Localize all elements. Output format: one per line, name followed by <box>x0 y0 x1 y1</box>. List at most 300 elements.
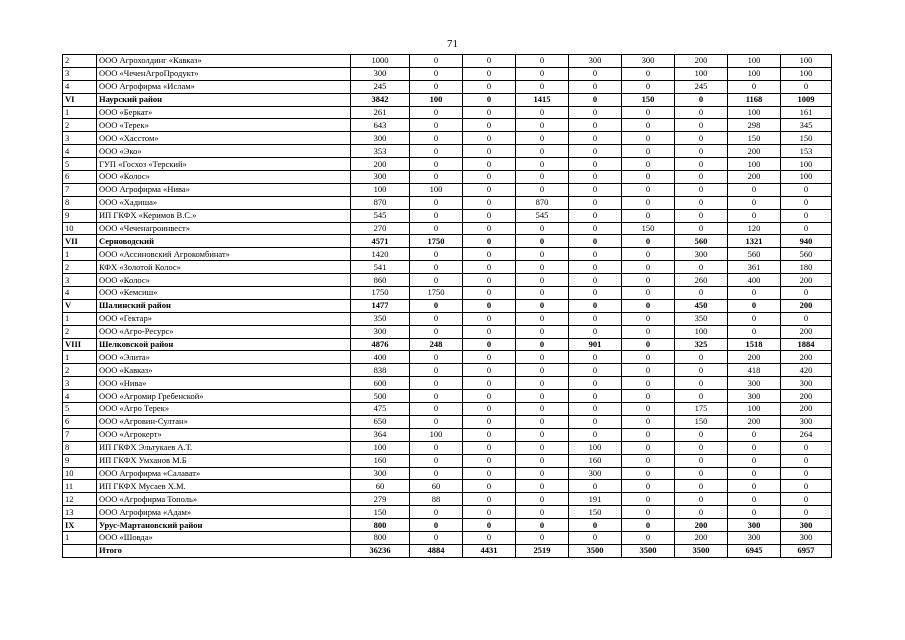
organization-name-cell: ООО «ЧеченАгроПродукт» <box>97 67 351 80</box>
organization-name-cell: ИП ГКФХ Мусаев Х.М. <box>97 480 351 493</box>
value-cell-9: 560 <box>781 248 832 261</box>
value-cell-8: 200 <box>728 145 781 158</box>
value-cell-3: 0 <box>463 493 516 506</box>
row-number-cell: 9 <box>63 209 97 222</box>
value-cell-6: 0 <box>622 519 675 532</box>
value-cell-2: 100 <box>410 428 463 441</box>
value-cell-5: 160 <box>569 454 622 467</box>
value-cell-3: 0 <box>463 261 516 274</box>
value-cell-3: 0 <box>463 209 516 222</box>
organization-name-cell: ООО «Чеченагроинвест» <box>97 222 351 235</box>
organization-name-cell: Наурский район <box>97 93 351 106</box>
value-cell-5: 300 <box>569 55 622 68</box>
value-cell-1: 1000 <box>351 55 410 68</box>
value-cell-6: 0 <box>622 106 675 119</box>
value-cell-4: 0 <box>516 287 569 300</box>
value-cell-1: 1477 <box>351 299 410 312</box>
organization-name-cell: ООО Агрофирма «Салават» <box>97 467 351 480</box>
value-cell-4: 0 <box>516 377 569 390</box>
value-cell-1: 870 <box>351 196 410 209</box>
value-cell-6: 150 <box>622 93 675 106</box>
value-cell-4: 0 <box>516 145 569 158</box>
value-cell-1: 300 <box>351 171 410 184</box>
value-cell-9: 200 <box>781 403 832 416</box>
value-cell-1: 36236 <box>351 544 410 557</box>
value-cell-2: 100 <box>410 183 463 196</box>
value-cell-2: 4884 <box>410 544 463 557</box>
value-cell-9: 200 <box>781 325 832 338</box>
value-cell-8: 0 <box>728 441 781 454</box>
value-cell-8: 150 <box>728 132 781 145</box>
value-cell-2: 0 <box>410 261 463 274</box>
value-cell-8: 300 <box>728 519 781 532</box>
organization-name-cell: ООО «Агрокерт» <box>97 428 351 441</box>
organization-name-cell: ИП ГКФХ Умханов М.Б <box>97 454 351 467</box>
row-number-cell: 1 <box>63 351 97 364</box>
value-cell-1: 60 <box>351 480 410 493</box>
value-cell-7: 245 <box>675 80 728 93</box>
row-number-cell: VI <box>63 93 97 106</box>
value-cell-3: 0 <box>463 196 516 209</box>
value-cell-9: 200 <box>781 299 832 312</box>
value-cell-3: 0 <box>463 158 516 171</box>
value-cell-8: 1518 <box>728 338 781 351</box>
value-cell-2: 0 <box>410 222 463 235</box>
value-cell-7: 0 <box>675 222 728 235</box>
value-cell-1: 4876 <box>351 338 410 351</box>
value-cell-5: 0 <box>569 403 622 416</box>
value-cell-2: 0 <box>410 248 463 261</box>
value-cell-4: 0 <box>516 467 569 480</box>
organization-name-cell: Итого <box>97 544 351 557</box>
value-cell-7: 0 <box>675 441 728 454</box>
value-cell-7: 0 <box>675 261 728 274</box>
value-cell-1: 650 <box>351 415 410 428</box>
value-cell-1: 353 <box>351 145 410 158</box>
organization-name-cell: ООО «Кемсиш» <box>97 287 351 300</box>
value-cell-5: 0 <box>569 428 622 441</box>
table-row-summary <box>63 519 832 532</box>
table-row <box>63 183 832 196</box>
value-cell-8: 100 <box>728 55 781 68</box>
value-cell-1: 475 <box>351 403 410 416</box>
value-cell-4: 545 <box>516 209 569 222</box>
value-cell-3: 0 <box>463 222 516 235</box>
organization-name-cell: Шалинский район <box>97 299 351 312</box>
value-cell-3: 0 <box>463 403 516 416</box>
value-cell-3: 0 <box>463 80 516 93</box>
value-cell-4: 0 <box>516 67 569 80</box>
value-cell-5: 0 <box>569 93 622 106</box>
value-cell-5: 300 <box>569 467 622 480</box>
value-cell-6: 0 <box>622 467 675 480</box>
value-cell-5: 0 <box>569 364 622 377</box>
value-cell-2: 0 <box>410 67 463 80</box>
value-cell-3: 0 <box>463 171 516 184</box>
table-row <box>63 390 832 403</box>
value-cell-3: 0 <box>463 119 516 132</box>
value-cell-8: 200 <box>728 171 781 184</box>
table-row <box>63 222 832 235</box>
value-cell-5: 0 <box>569 183 622 196</box>
row-number-cell: 6 <box>63 415 97 428</box>
value-cell-5: 0 <box>569 209 622 222</box>
value-cell-9: 200 <box>781 274 832 287</box>
value-cell-8: 0 <box>728 299 781 312</box>
value-cell-1: 800 <box>351 531 410 544</box>
value-cell-9: 940 <box>781 235 832 248</box>
value-cell-3: 0 <box>463 506 516 519</box>
value-cell-8: 0 <box>728 506 781 519</box>
value-cell-6: 0 <box>622 506 675 519</box>
value-cell-3: 0 <box>463 67 516 80</box>
row-number-cell: 3 <box>63 67 97 80</box>
value-cell-9: 300 <box>781 415 832 428</box>
value-cell-8: 6945 <box>728 544 781 557</box>
value-cell-8: 0 <box>728 80 781 93</box>
table-row <box>63 67 832 80</box>
value-cell-1: 100 <box>351 183 410 196</box>
organization-name-cell: ООО «Хасстом» <box>97 132 351 145</box>
value-cell-8: 300 <box>728 377 781 390</box>
value-cell-1: 279 <box>351 493 410 506</box>
value-cell-7: 0 <box>675 93 728 106</box>
table-row <box>63 377 832 390</box>
organization-name-cell: ИП ГКФХ Эльтукаев А.Т. <box>97 441 351 454</box>
value-cell-2: 1750 <box>410 235 463 248</box>
value-cell-4: 0 <box>516 132 569 145</box>
organization-name-cell: ООО Агрофирма «Нива» <box>97 183 351 196</box>
value-cell-9: 0 <box>781 467 832 480</box>
value-cell-4: 0 <box>516 248 569 261</box>
value-cell-2: 0 <box>410 390 463 403</box>
value-cell-3: 0 <box>463 415 516 428</box>
value-cell-9: 300 <box>781 519 832 532</box>
table-row <box>63 171 832 184</box>
value-cell-8: 418 <box>728 364 781 377</box>
value-cell-4: 0 <box>516 325 569 338</box>
table-row <box>63 480 832 493</box>
value-cell-1: 270 <box>351 222 410 235</box>
value-cell-3: 0 <box>463 467 516 480</box>
value-cell-6: 0 <box>622 67 675 80</box>
value-cell-3: 0 <box>463 325 516 338</box>
value-cell-5: 0 <box>569 415 622 428</box>
value-cell-5: 0 <box>569 377 622 390</box>
value-cell-4: 0 <box>516 261 569 274</box>
value-cell-4: 0 <box>516 235 569 248</box>
value-cell-1: 1750 <box>351 287 410 300</box>
value-cell-1: 860 <box>351 274 410 287</box>
value-cell-4: 0 <box>516 183 569 196</box>
value-cell-5: 0 <box>569 80 622 93</box>
value-cell-4: 0 <box>516 364 569 377</box>
table-row <box>63 325 832 338</box>
value-cell-7: 0 <box>675 145 728 158</box>
row-number-cell: 2 <box>63 119 97 132</box>
value-cell-1: 100 <box>351 441 410 454</box>
value-cell-4: 0 <box>516 338 569 351</box>
value-cell-3: 0 <box>463 299 516 312</box>
value-cell-3: 0 <box>463 274 516 287</box>
value-cell-9: 300 <box>781 531 832 544</box>
value-cell-2: 0 <box>410 106 463 119</box>
value-cell-1: 545 <box>351 209 410 222</box>
organization-name-cell: ООО «Агровин-Султан» <box>97 415 351 428</box>
value-cell-4: 0 <box>516 80 569 93</box>
value-cell-8: 1168 <box>728 93 781 106</box>
value-cell-8: 0 <box>728 480 781 493</box>
value-cell-1: 300 <box>351 67 410 80</box>
row-number-cell: 1 <box>63 531 97 544</box>
value-cell-8: 1321 <box>728 235 781 248</box>
value-cell-3: 0 <box>463 531 516 544</box>
value-cell-7: 0 <box>675 390 728 403</box>
value-cell-4: 0 <box>516 274 569 287</box>
value-cell-9: 100 <box>781 55 832 68</box>
value-cell-9: 161 <box>781 106 832 119</box>
value-cell-8: 100 <box>728 106 781 119</box>
value-cell-6: 0 <box>622 480 675 493</box>
value-cell-3: 0 <box>463 93 516 106</box>
value-cell-7: 0 <box>675 364 728 377</box>
row-number-cell: 3 <box>63 274 97 287</box>
value-cell-2: 60 <box>410 480 463 493</box>
value-cell-3: 0 <box>463 145 516 158</box>
value-cell-6: 0 <box>622 145 675 158</box>
organization-name-cell: ООО «Эко» <box>97 145 351 158</box>
value-cell-3: 0 <box>463 480 516 493</box>
value-cell-1: 200 <box>351 158 410 171</box>
row-number-cell: IX <box>63 519 97 532</box>
value-cell-4: 0 <box>516 55 569 68</box>
value-cell-2: 0 <box>410 158 463 171</box>
value-cell-7: 0 <box>675 467 728 480</box>
value-cell-3: 0 <box>463 106 516 119</box>
row-number-cell: 4 <box>63 80 97 93</box>
value-cell-6: 0 <box>622 454 675 467</box>
value-cell-2: 0 <box>410 274 463 287</box>
table-row <box>63 454 832 467</box>
value-cell-4: 870 <box>516 196 569 209</box>
value-cell-2: 248 <box>410 338 463 351</box>
value-cell-9: 0 <box>781 312 832 325</box>
value-cell-3: 0 <box>463 338 516 351</box>
value-cell-7: 0 <box>675 351 728 364</box>
value-cell-7: 200 <box>675 519 728 532</box>
table-row <box>63 274 832 287</box>
value-cell-8: 0 <box>728 196 781 209</box>
value-cell-5: 0 <box>569 196 622 209</box>
row-number-cell: 2 <box>63 364 97 377</box>
value-cell-1: 245 <box>351 80 410 93</box>
value-cell-7: 200 <box>675 55 728 68</box>
table-row <box>63 55 832 68</box>
value-cell-2: 0 <box>410 531 463 544</box>
value-cell-2: 0 <box>410 209 463 222</box>
value-cell-5: 0 <box>569 171 622 184</box>
table-row <box>63 467 832 480</box>
value-cell-8: 0 <box>728 467 781 480</box>
organization-name-cell: Урус-Мартановский район <box>97 519 351 532</box>
value-cell-6: 0 <box>622 183 675 196</box>
value-cell-6: 0 <box>622 531 675 544</box>
organization-name-cell: ИП ГКФХ «Керимов В.С.» <box>97 209 351 222</box>
value-cell-2: 0 <box>410 506 463 519</box>
value-cell-1: 300 <box>351 467 410 480</box>
value-cell-2: 0 <box>410 171 463 184</box>
table-row <box>63 531 832 544</box>
value-cell-1: 600 <box>351 377 410 390</box>
value-cell-6: 0 <box>622 299 675 312</box>
row-number-cell: 11 <box>63 480 97 493</box>
value-cell-6: 0 <box>622 209 675 222</box>
value-cell-9: 420 <box>781 364 832 377</box>
value-cell-9: 1884 <box>781 338 832 351</box>
value-cell-5: 3500 <box>569 544 622 557</box>
row-number-cell: 10 <box>63 222 97 235</box>
value-cell-6: 0 <box>622 364 675 377</box>
value-cell-2: 0 <box>410 467 463 480</box>
value-cell-4: 0 <box>516 493 569 506</box>
value-cell-1: 160 <box>351 454 410 467</box>
value-cell-9: 100 <box>781 171 832 184</box>
value-cell-4: 0 <box>516 158 569 171</box>
value-cell-7: 0 <box>675 158 728 171</box>
value-cell-2: 0 <box>410 403 463 416</box>
value-cell-7: 0 <box>675 454 728 467</box>
value-cell-9: 100 <box>781 67 832 80</box>
value-cell-7: 0 <box>675 119 728 132</box>
value-cell-3: 0 <box>463 248 516 261</box>
table-row <box>63 158 832 171</box>
row-number-cell: 2 <box>63 325 97 338</box>
value-cell-8: 0 <box>728 209 781 222</box>
value-cell-2: 0 <box>410 377 463 390</box>
table-row <box>63 312 832 325</box>
row-number-cell: 4 <box>63 287 97 300</box>
value-cell-9: 200 <box>781 390 832 403</box>
value-cell-7: 0 <box>675 209 728 222</box>
value-cell-6: 0 <box>622 235 675 248</box>
value-cell-1: 300 <box>351 325 410 338</box>
value-cell-3: 0 <box>463 441 516 454</box>
table-row <box>63 248 832 261</box>
value-cell-1: 541 <box>351 261 410 274</box>
value-cell-6: 0 <box>622 493 675 506</box>
value-cell-1: 400 <box>351 351 410 364</box>
value-cell-4: 1415 <box>516 93 569 106</box>
value-cell-3: 0 <box>463 183 516 196</box>
organization-name-cell: ГУП «Госхоз «Терский» <box>97 158 351 171</box>
value-cell-7: 3500 <box>675 544 728 557</box>
organization-name-cell: ООО «Колос» <box>97 274 351 287</box>
organization-name-cell: Серноводский <box>97 235 351 248</box>
value-cell-7: 560 <box>675 235 728 248</box>
table-row <box>63 209 832 222</box>
value-cell-7: 350 <box>675 312 728 325</box>
value-cell-2: 0 <box>410 80 463 93</box>
value-cell-2: 0 <box>410 55 463 68</box>
value-cell-9: 0 <box>781 454 832 467</box>
table-row-summary <box>63 338 832 351</box>
value-cell-8: 560 <box>728 248 781 261</box>
value-cell-6: 0 <box>622 351 675 364</box>
value-cell-2: 0 <box>410 415 463 428</box>
value-cell-4: 0 <box>516 312 569 325</box>
value-cell-5: 0 <box>569 480 622 493</box>
value-cell-5: 150 <box>569 506 622 519</box>
table-row <box>63 261 832 274</box>
value-cell-2: 0 <box>410 145 463 158</box>
row-number-cell: 1 <box>63 248 97 261</box>
value-cell-6: 0 <box>622 119 675 132</box>
value-cell-7: 260 <box>675 274 728 287</box>
value-cell-5: 0 <box>569 274 622 287</box>
value-cell-9: 0 <box>781 222 832 235</box>
value-cell-6: 3500 <box>622 544 675 557</box>
table-row <box>63 415 832 428</box>
value-cell-5: 0 <box>569 261 622 274</box>
value-cell-8: 0 <box>728 454 781 467</box>
page-number: 71 <box>447 38 458 50</box>
table-row <box>63 80 832 93</box>
value-cell-2: 0 <box>410 364 463 377</box>
value-cell-6: 0 <box>622 377 675 390</box>
value-cell-7: 0 <box>675 106 728 119</box>
value-cell-2: 0 <box>410 325 463 338</box>
value-cell-9: 0 <box>781 287 832 300</box>
table-row <box>63 493 832 506</box>
value-cell-2: 0 <box>410 299 463 312</box>
value-cell-4: 0 <box>516 351 569 364</box>
value-cell-2: 0 <box>410 351 463 364</box>
value-cell-6: 0 <box>622 196 675 209</box>
value-cell-7: 100 <box>675 325 728 338</box>
value-cell-9: 0 <box>781 183 832 196</box>
value-cell-9: 300 <box>781 377 832 390</box>
row-number-cell: 5 <box>63 403 97 416</box>
value-cell-8: 0 <box>728 428 781 441</box>
value-cell-7: 150 <box>675 415 728 428</box>
value-cell-6: 0 <box>622 415 675 428</box>
value-cell-8: 0 <box>728 287 781 300</box>
value-cell-4: 0 <box>516 390 569 403</box>
value-cell-7: 0 <box>675 377 728 390</box>
value-cell-6: 0 <box>622 338 675 351</box>
table-row <box>63 196 832 209</box>
value-cell-5: 0 <box>569 312 622 325</box>
row-number-cell: 2 <box>63 261 97 274</box>
value-cell-7: 325 <box>675 338 728 351</box>
value-cell-4: 0 <box>516 480 569 493</box>
value-cell-8: 0 <box>728 312 781 325</box>
value-cell-5: 0 <box>569 248 622 261</box>
value-cell-6: 300 <box>622 55 675 68</box>
value-cell-3: 0 <box>463 428 516 441</box>
value-cell-1: 643 <box>351 119 410 132</box>
row-number-cell: 3 <box>63 132 97 145</box>
organization-name-cell: ООО «Хадиша» <box>97 196 351 209</box>
value-cell-3: 0 <box>463 55 516 68</box>
row-number-cell: 7 <box>63 428 97 441</box>
value-cell-5: 0 <box>569 519 622 532</box>
table-row-summary <box>63 299 832 312</box>
value-cell-1: 4571 <box>351 235 410 248</box>
value-cell-2: 0 <box>410 119 463 132</box>
value-cell-6: 0 <box>622 274 675 287</box>
value-cell-7: 450 <box>675 299 728 312</box>
